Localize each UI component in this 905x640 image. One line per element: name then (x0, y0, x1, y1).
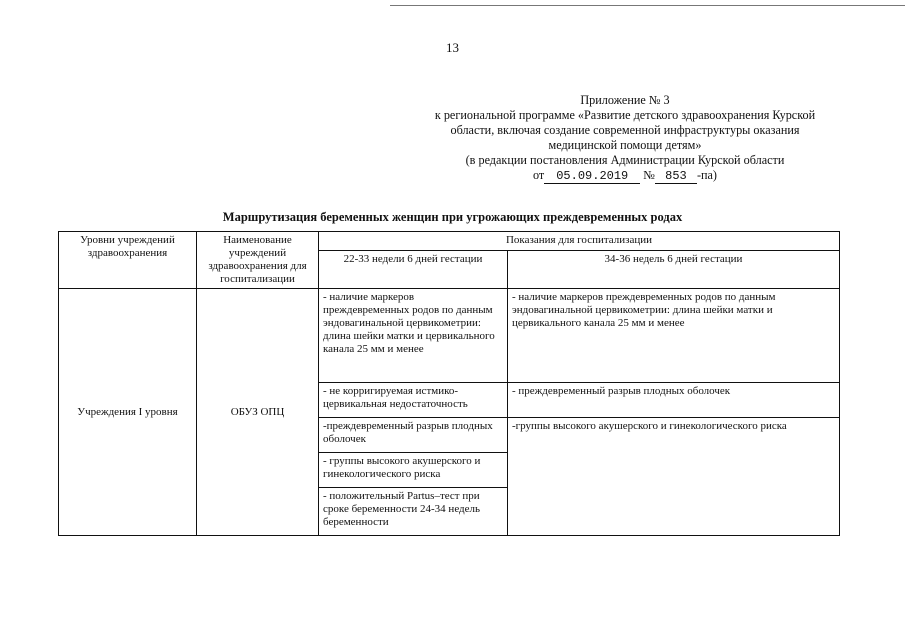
appendix-program-line: области, включая создание современной инфраструктуры оказания (450, 123, 800, 137)
appendix-number: Приложение № 3 (580, 93, 670, 107)
document-title: Маршрутизация беременных женщин при угрожающих преждевременных родах (222, 210, 683, 224)
routing-table (58, 231, 840, 536)
level-cell: Учреждения I уровня (59, 289, 197, 536)
date-value: 05.09.2019 (544, 170, 640, 184)
header-row (59, 232, 840, 251)
indication-cell: - не корригируемая истмико-цервикальная недостаточность (319, 383, 508, 418)
appendix-date-line (388, 168, 862, 184)
indication-cell: -группы высокого акушерского и гинекологического риска (508, 418, 840, 536)
number-prefix: № (643, 168, 655, 182)
indication-cell: - наличие маркеров преждевременных родов по данным эндовагинальной цервикометрии: длина шейки матки и цервикального канала 25 мм и менее (508, 289, 840, 383)
header-period-1: 22-33 недели 6 дней гестации (319, 251, 508, 289)
number-suffix: -па) (696, 168, 717, 182)
table-row (59, 289, 840, 383)
indication-cell: - положительный Partus–тест при сроке беременности 24-34 недель беременности (319, 488, 508, 536)
institution-cell: ОБУЗ ОПЦ (197, 289, 319, 536)
top-rule (390, 5, 905, 6)
appendix-program-line: к региональной программе «Развитие детского здравоохранения Курской (434, 108, 816, 122)
page-number: 13 (446, 40, 459, 55)
indication-cell: - наличие маркеров преждевременных родов по данным эндовагинальной цервикометрии: длина шейки матки и цервикального канала 25 мм и менее (319, 289, 508, 383)
indication-cell: - преждевременный разрыв плодных оболочек (508, 383, 840, 418)
header-levels: Уровни учреждений здравоохранения (59, 232, 197, 289)
number-value: 853 (655, 170, 697, 184)
date-prefix: от (532, 168, 545, 182)
indication-cell: -преждевременный разрыв плодных оболочек (319, 418, 508, 453)
header-indications: Показания для госпитализации (319, 232, 840, 251)
appendix-program-line: медицинской помощи детям» (548, 138, 702, 152)
header-institution: Наименование учреждений здравоохранения для госпитализации (197, 232, 319, 289)
indication-cell: - группы высокого акушерского и гинекологического риска (319, 453, 508, 488)
header-period-2: 34-36 недель 6 дней гестации (508, 251, 840, 289)
appendix-edition-line: (в редакции постановления Администрации Курской области (465, 153, 785, 167)
appendix-block (388, 93, 862, 184)
